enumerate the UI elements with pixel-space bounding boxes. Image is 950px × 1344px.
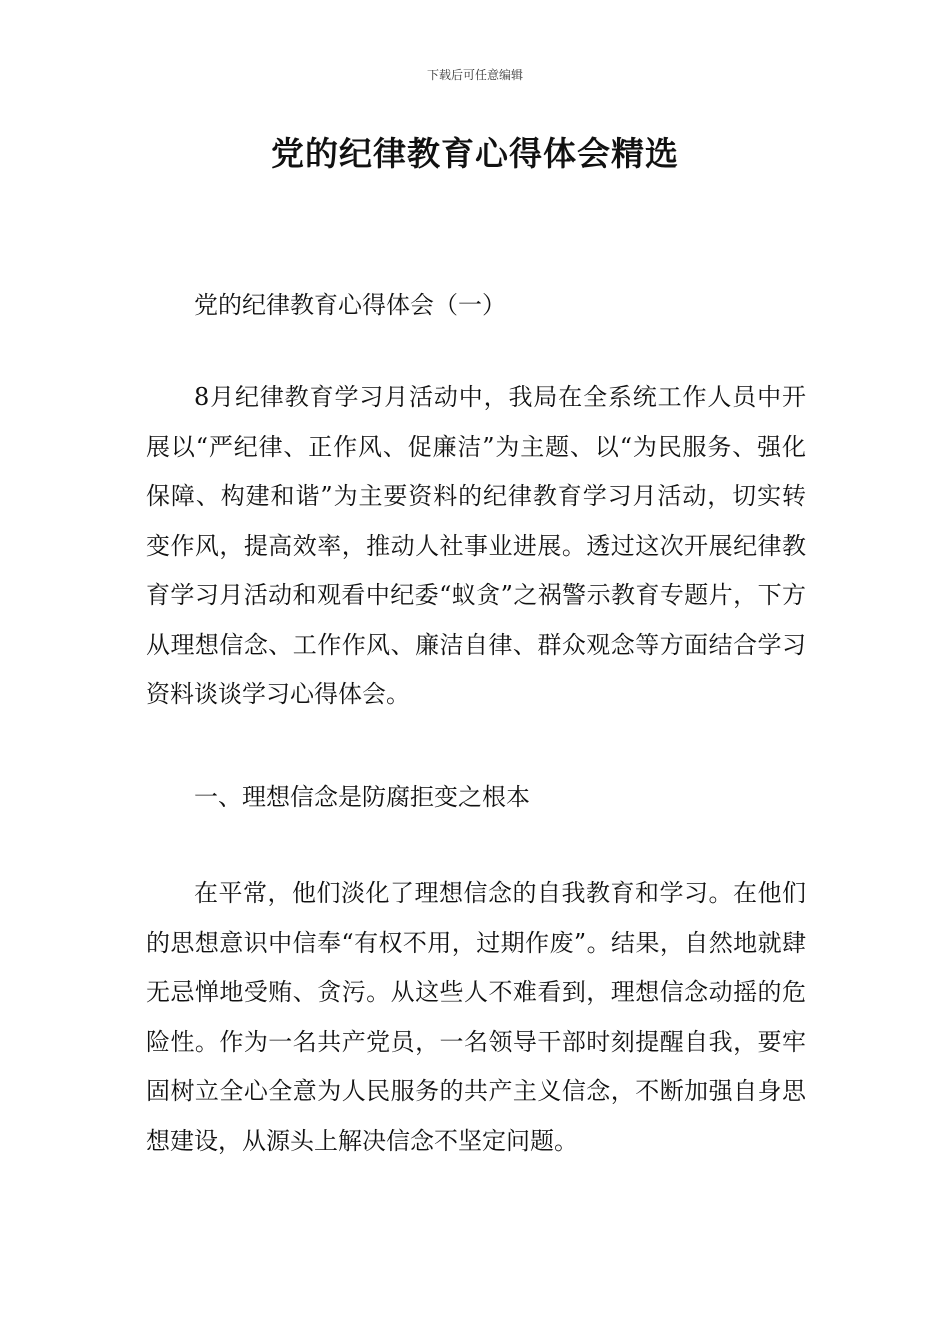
paragraph-intro: 8月纪律教育学习月活动中，我局在全系统工作人员中开展以“严纪律、正作风、促廉洁”为主题、以“为民服务、强化保障、构建和谐”为主要资料的纪律教育学习月活动，切实转变作风，提高效率，推动人社事业进展。透过这次开展纪律教育学习月活动和观看中纪委“蚁贪”之祸警示教育专题片，下方从理想信念、工作作风、廉洁自律、群众观念等方面结合学习资料谈谈学习心得体会。 <box>146 383 806 708</box>
section-subheading: 党的纪律教育心得体会（一） <box>194 291 506 319</box>
paragraph-ideals: 在平常，他们淡化了理想信念的自我教育和学习。在他们的思想意识中信奉“有权不用，过期作废”。结果，自然地就肆无忌惮地受贿、贪污。从这些人不难看到，理想信念动摇的危险性。作为一名共产党员，一名领导干部时刻提醒自我，要牢固树立全心全意为人民服务的共产主义信念，不断加强自身思想建设，从源头上解决信念不坚定问题。 <box>146 879 806 1155</box>
section-heading-1: 一、理想信念是防腐拒变之根本 <box>194 783 530 811</box>
header-note: 下载后可任意编辑 <box>426 68 523 82</box>
document-title: 党的纪律教育心得体会精选 <box>271 134 679 173</box>
